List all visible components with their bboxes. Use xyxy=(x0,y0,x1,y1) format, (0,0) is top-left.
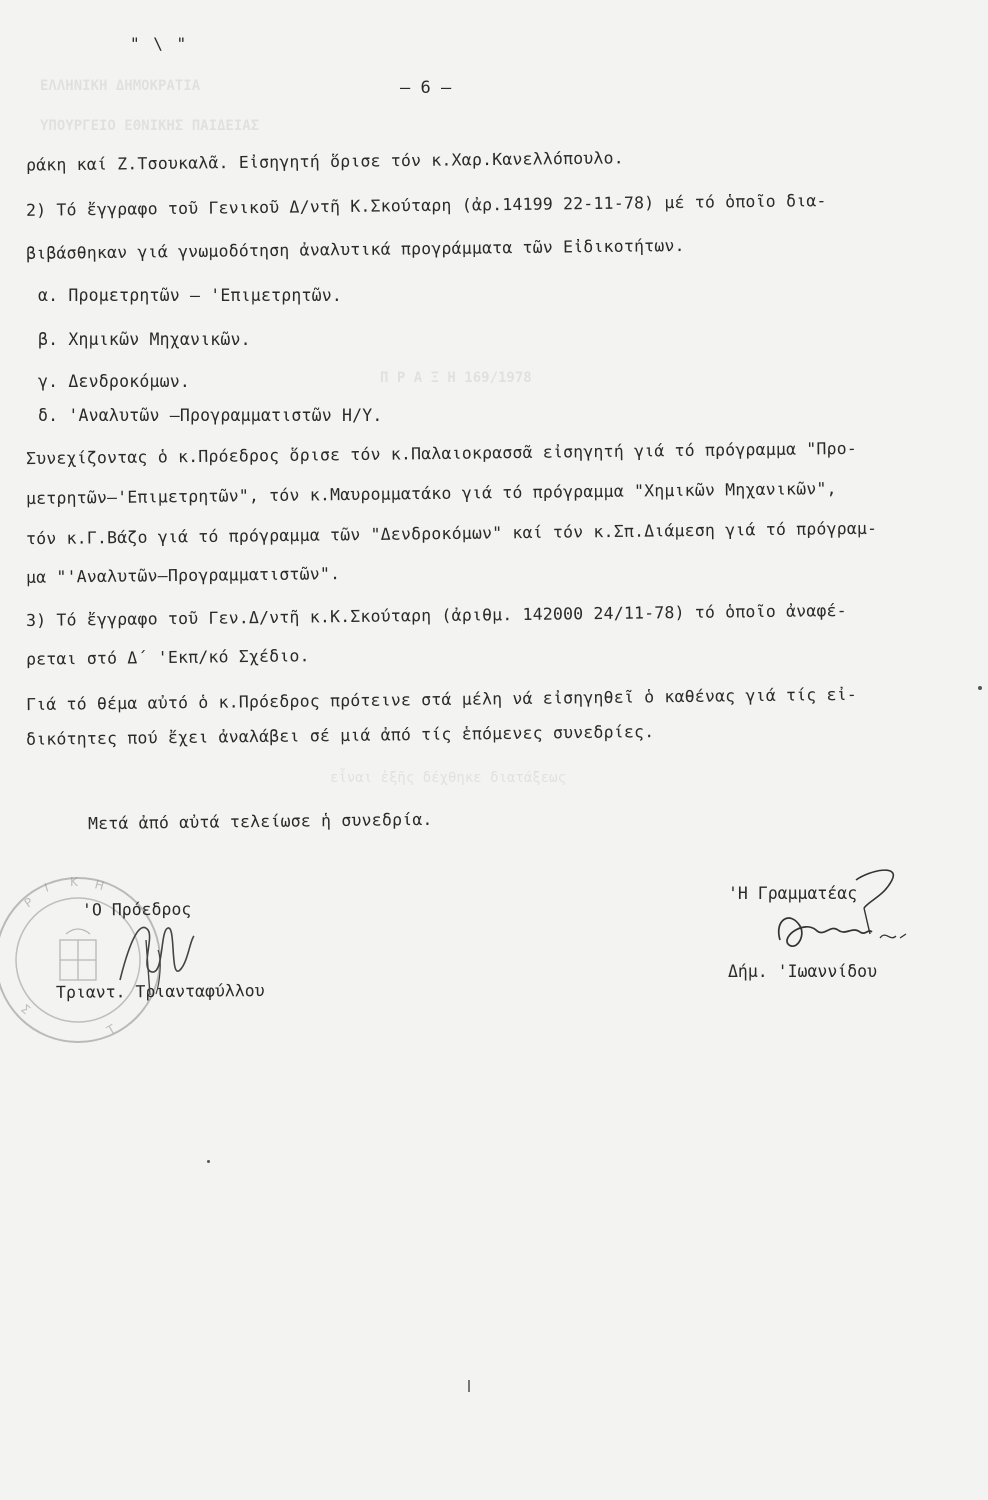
svg-text:Τ: Τ xyxy=(104,1021,118,1038)
body-line: β. Χημικῶν Μηχανικῶν. xyxy=(38,330,251,349)
secretary-title: 'Η Γραμματέας xyxy=(728,884,858,903)
body-line: βιβάσθηκαν γιά γνωμοδότηση ἀναλυτικά προγράμματα τῶν Εἰδικοτήτων. xyxy=(25,235,685,264)
svg-text:Σ: Σ xyxy=(18,1001,33,1018)
bleed-through-text: εἶναι ἑξῆς δέχθηκε διατάξεως xyxy=(330,770,567,786)
svg-text:Ρ: Ρ xyxy=(21,894,36,911)
bleed-through-text: ΥΠΟΥΡΓΕΙΟ ΕΘΝΙΚΗΣ ΠΑΙΔΕΙΑΣ xyxy=(40,118,260,134)
top-marks: " \ " xyxy=(130,34,189,53)
body-line: ράκη καί Ζ.Τσουκαλᾶ. Εἰσηγητή ὅρισε τόν κ.Χαρ.Κανελλόπουλο. xyxy=(25,148,624,175)
svg-text:Ι: Ι xyxy=(42,880,51,895)
president-name: Τριαντ. Τριανταφύλλου xyxy=(55,981,265,1002)
body-line: μετρητῶν–'Επιμετρητῶν", τόν κ.Μαυρομματάκο γιά τό πρόγραμμα "Χημικῶν Μηχανικῶν", xyxy=(25,479,837,508)
margin-dot xyxy=(207,1160,210,1163)
body-line: Συνεχίζοντας ὁ κ.Πρόεδρος ὅρισε τόν κ.Παλαιοκρασσᾶ εἰσηγητή γιά τό πρόγραμμα "Προ- xyxy=(25,438,858,469)
secretary-name: Δήμ. 'Ιωαννίδου xyxy=(728,962,878,981)
president-title: 'Ο Πρόεδρος xyxy=(81,899,192,920)
body-line: Γιά τό θέμα αὐτό ὁ κ.Πρόεδρος πρότεινε στά μέλη νά εἰσηγηθεῖ ὁ καθένας γιά τίς εἰ- xyxy=(25,684,858,715)
svg-text:Κ: Κ xyxy=(70,875,78,889)
svg-text:Η: Η xyxy=(93,877,106,894)
margin-dot xyxy=(978,686,982,690)
body-line: ρεται στό Δ΄ 'Εκπ/κό Σχέδιο. xyxy=(25,646,310,669)
bleed-through-text: Π Ρ Α Ξ Η 169/1978 xyxy=(380,370,532,386)
body-line: 2) Τό ἔγγραφο τοῦ Γενικοῦ Δ/ντῆ Κ.Σκούταρη (ἀρ.14199 22-11-78) μέ τό ὁποῖο δια- xyxy=(25,191,827,220)
body-line: δ. 'Αναλυτῶν –Προγραμματιστῶν Η/Υ. xyxy=(38,406,383,425)
bleed-through-text: ΕΛΛΗΝΙΚΗ ΔΗΜΟΚΡΑΤΙΑ xyxy=(40,78,201,94)
body-line: 3) Τό ἔγγραφο τοῦ Γεν.Δ/ντῆ κ.Κ.Σκούταρη (ἀριθμ. 142000 24/11-78) τό ὁποῖο ἀναφέ- xyxy=(25,600,847,631)
president-signature xyxy=(110,900,200,1000)
body-line: μα "'Αναλυτῶν–Προγραμματιστῶν". xyxy=(25,564,341,587)
body-line: τόν κ.Γ.Βάζο γιά τό πρόγραμμα τῶν "Δενδροκόμων" καί τόν κ.Σπ.Διάμεση γιά τό πρόγραμ- xyxy=(25,518,878,549)
margin-dot xyxy=(468,1380,470,1392)
body-line: γ. Δενδροκόμων. xyxy=(38,372,191,391)
page-number: – 6 – xyxy=(400,78,452,98)
body-line: δικότητες πού ἔχει ἀναλάβει σέ μιά ἀπό τίς ἑπόμενες συνεδρίες. xyxy=(25,722,655,749)
secretary-signature xyxy=(760,860,930,970)
body-line: α. Προμετρητῶν – 'Επιμετρητῶν. xyxy=(38,286,343,305)
closing-line: Μετά ἀπό αὐτά τελείωσε ἡ συνεδρία. xyxy=(87,809,433,834)
